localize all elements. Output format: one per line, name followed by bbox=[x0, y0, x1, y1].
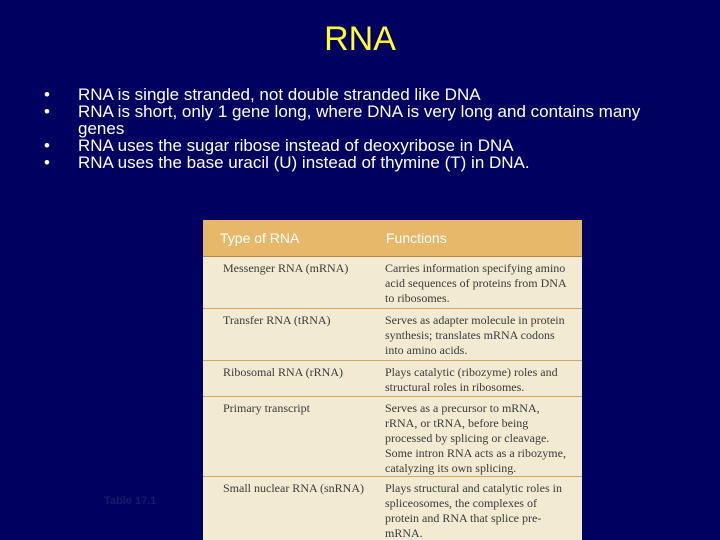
rna-function-cell: Plays structural and catalytic roles in spliceosomes, the complexes of protein and RNA that splice pre-mRNA. bbox=[385, 481, 562, 540]
table-row bbox=[203, 257, 582, 307]
table-caption: Table 17.1 bbox=[104, 495, 157, 507]
bullet-glyph: • bbox=[44, 153, 50, 172]
bullet-list bbox=[44, 86, 644, 171]
bullet-item bbox=[44, 154, 644, 171]
table-row bbox=[203, 396, 582, 477]
rna-function-cell: Carries information specifying amino acid sequences of proteins from DNA to ribosomes. bbox=[385, 261, 566, 305]
rna-types-table bbox=[203, 220, 582, 540]
bullet-item bbox=[44, 86, 644, 103]
rna-type-cell: Messenger RNA (mRNA) bbox=[223, 261, 349, 275]
table-row bbox=[203, 476, 582, 540]
rna-type-cell: Primary transcript bbox=[223, 401, 310, 415]
header-type-of-rna: Type of RNA bbox=[220, 230, 300, 246]
bullet-glyph: • bbox=[44, 102, 50, 121]
rna-function-cell: Serves as a precursor to mRNA, rRNA, or tRNA, before being processed by splicing or cleavage. Some intron RNA acts as a ribozyme, catalyzing its own splicing. bbox=[385, 401, 566, 475]
rna-type-cell: Transfer RNA (tRNA) bbox=[223, 313, 331, 327]
header-functions: Functions bbox=[386, 230, 447, 246]
bullet-text: RNA is short, only 1 gene long, where DNA is very long and contains many genes bbox=[78, 102, 641, 138]
rna-type-cell: Small nuclear RNA (snRNA) bbox=[223, 481, 364, 495]
table-row bbox=[203, 360, 582, 397]
bullet-text: RNA uses the base uracil (U) instead of thymine (T) in DNA. bbox=[78, 153, 530, 172]
bullet-item bbox=[44, 103, 644, 137]
table-header bbox=[203, 220, 582, 257]
bullet-glyph: • bbox=[44, 136, 50, 155]
rna-function-cell: Serves as adapter molecule in protein synthesis; translates mRNA codons into amino acids. bbox=[385, 313, 565, 357]
bullet-glyph: • bbox=[44, 85, 50, 104]
rna-type-cell: Ribosomal RNA (rRNA) bbox=[223, 365, 343, 379]
bullet-text: RNA uses the sugar ribose instead of deoxyribose in DNA bbox=[78, 136, 514, 155]
rna-function-cell: Plays catalytic (ribozyme) roles and structural roles in ribosomes. bbox=[385, 365, 558, 394]
bullet-item bbox=[44, 137, 644, 154]
table-row bbox=[203, 308, 582, 363]
slide-title: RNA bbox=[324, 20, 396, 58]
bullet-text: RNA is single stranded, not double stranded like DNA bbox=[78, 85, 481, 104]
